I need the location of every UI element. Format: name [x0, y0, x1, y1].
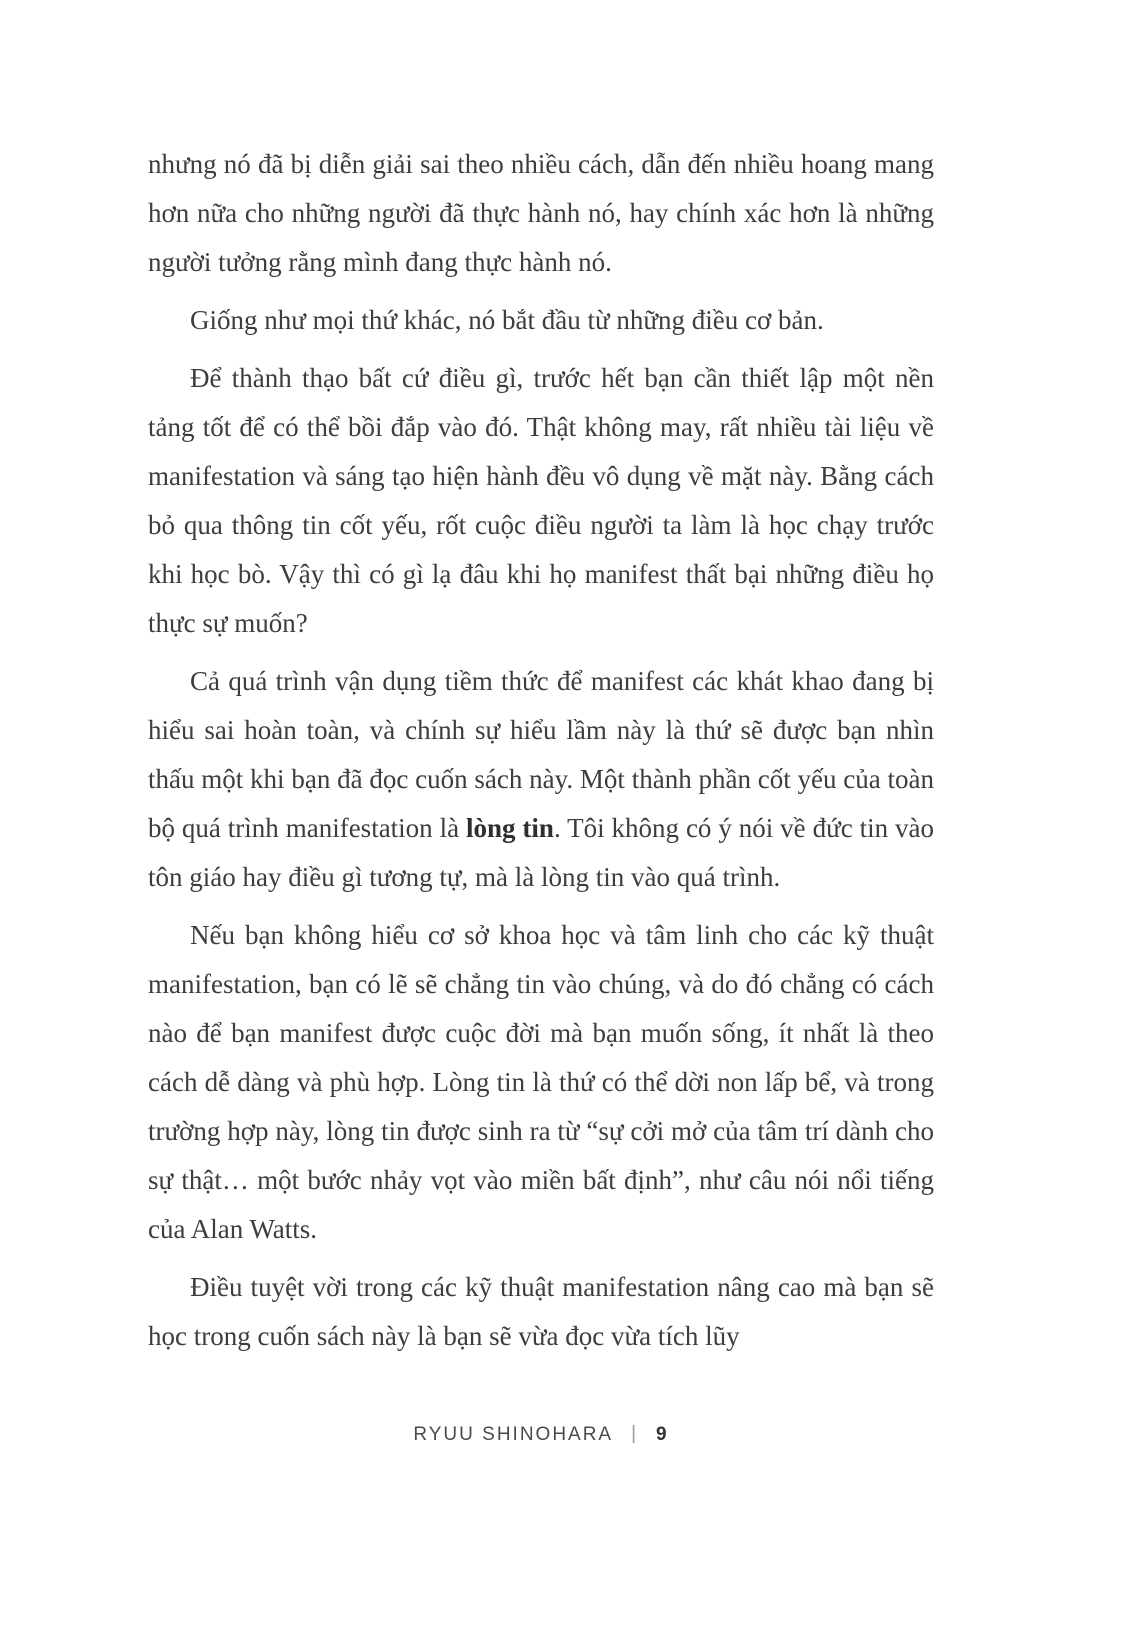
paragraph	[148, 296, 934, 345]
text-segment: . Tôi không có ý nói về đức tin vào tôn giáo hay điều gì tương tự, mà là lòng tin vào quá trình.	[148, 813, 935, 892]
footer-separator: |	[631, 1423, 639, 1444]
footer-author: RYUU SHINOHARA	[413, 1424, 614, 1445]
text-segment: Điều tuyệt vời trong các kỹ thuật manifestation nâng cao mà bạn sẽ học trong cuốn sách này là bạn sẽ vừa đọc vừa tích lũy	[148, 1272, 934, 1351]
paragraph	[148, 911, 934, 1254]
bold-text-segment: lòng tin	[466, 813, 554, 843]
text-segment: Cả quá trình vận dụng tiềm thức để manifest các khát khao đang bị hiểu sai hoàn toàn, và chính sự hiểu lầm này là thứ sẽ được bạn nhìn thấu một khi bạn đã đọc cuốn sách này. Một thành phần cốt yếu của toàn bộ quá trình manifestation là	[148, 666, 934, 843]
page-footer	[148, 1424, 934, 1446]
text-segment: Để thành thạo bất cứ điều gì, trước hết bạn cần thiết lập một nền tảng tốt để có thể bồi đắp vào đó. Thật không may, rất nhiều tài liệu về manifestation và sáng tạo hiện hành đều vô dụng về mặt này. Bằng cách bỏ qua thông tin cốt yếu, rốt cuộc điều người ta làm là học chạy trước khi học bò. Vậy thì có gì lạ đâu khi họ manifest thất bại những điều họ thực sự muốn?	[148, 363, 934, 638]
page-number: 9	[656, 1424, 669, 1445]
text-block	[148, 140, 934, 1370]
text-segment: Giống như mọi thứ khác, nó bắt đầu từ những điều cơ bản.	[190, 305, 824, 335]
paragraph	[148, 1263, 934, 1361]
text-segment: Nếu bạn không hiểu cơ sở khoa học và tâm linh cho các kỹ thuật manifestation, bạn có lẽ sẽ chẳng tin vào chúng, và do đó chẳng có cách nào để bạn manifest được cuộc đời mà bạn muốn sống, ít nhất là theo cách dễ dàng và phù hợp. Lòng tin là thứ có thể dời non lấp bể, và trong trường hợp này, lòng tin được sinh ra từ “sự cởi mở của tâm trí dành cho sự thật… một bước nhảy vọt vào miền bất định”, như câu nói nổi tiếng của Alan Watts.	[148, 920, 934, 1244]
paragraph	[148, 657, 934, 902]
paragraph	[148, 354, 934, 648]
paragraph	[148, 140, 934, 287]
text-segment: nhưng nó đã bị diễn giải sai theo nhiều cách, dẫn đến nhiều hoang mang hơn nữa cho những người đã thực hành nó, hay chính xác hơn là những người tưởng rằng mình đang thực hành nó.	[148, 149, 934, 277]
